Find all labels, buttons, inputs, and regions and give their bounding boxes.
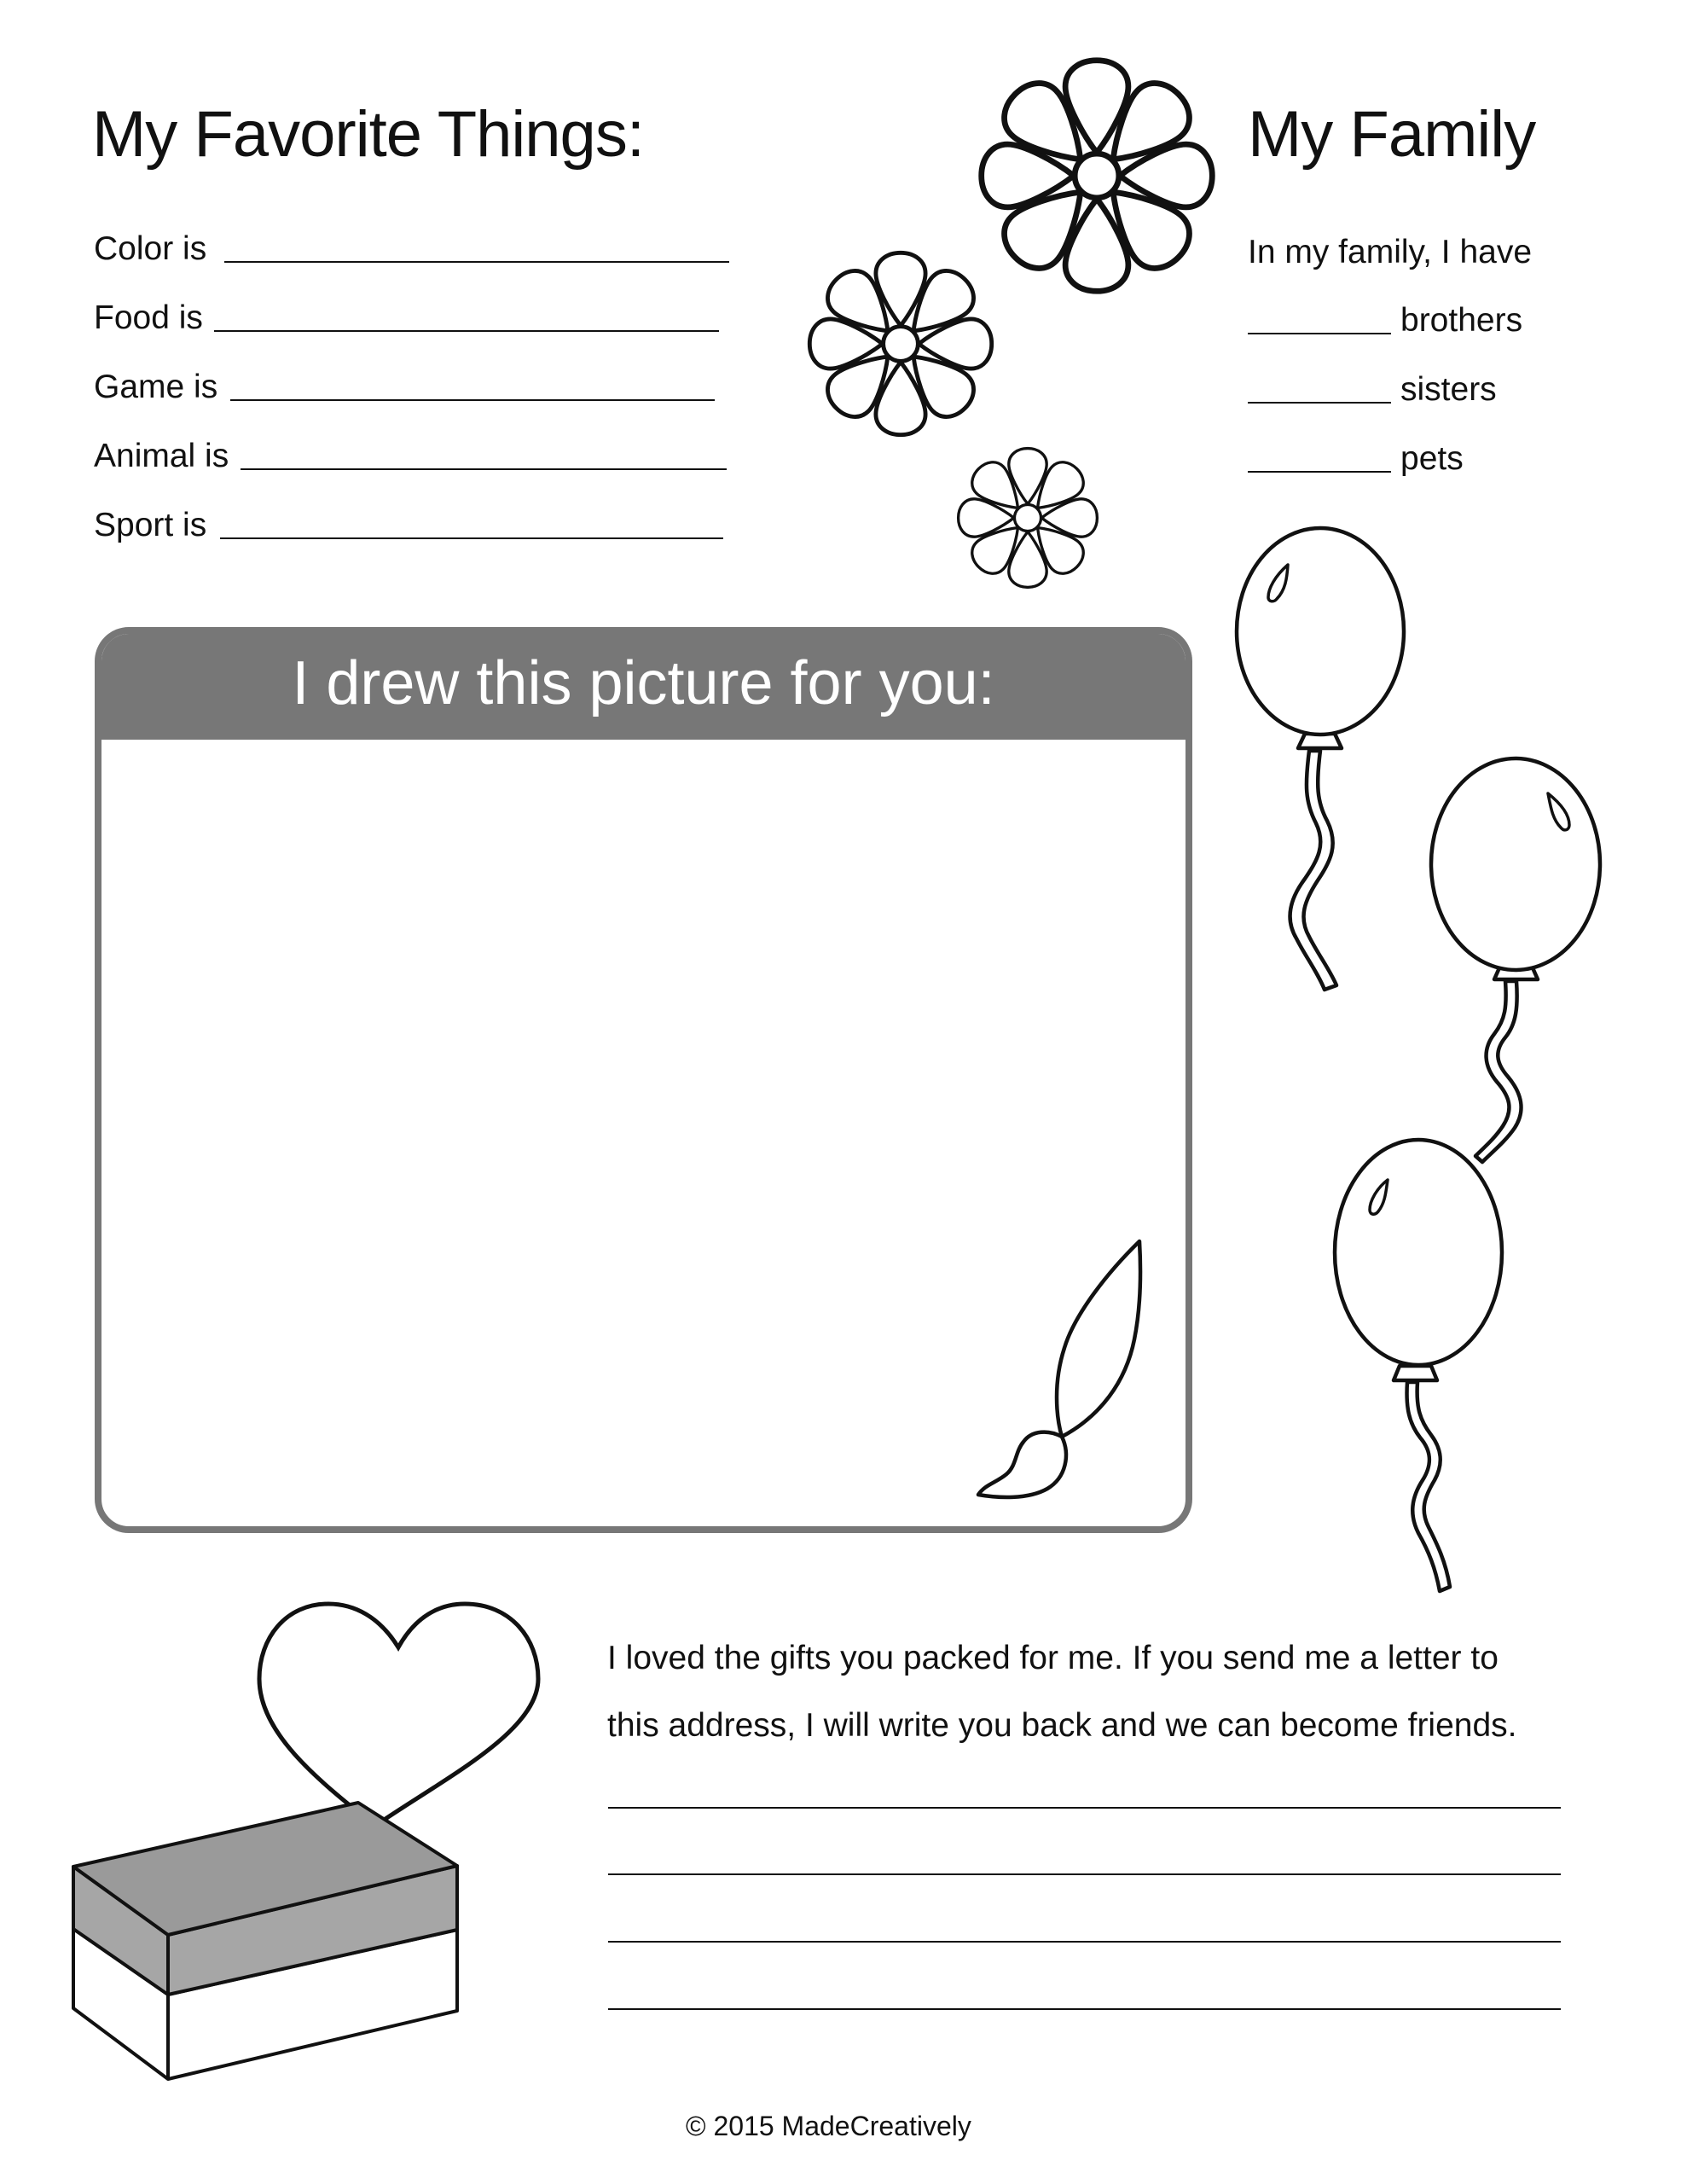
balloon-icon: [1237, 528, 1404, 990]
family-intro: In my family, I have: [1248, 234, 1533, 270]
copyright-footer: © 2015 MadeCreatively: [686, 2111, 971, 2141]
address-line-1[interactable]: [608, 1807, 1561, 1809]
paintbrush-icon: [978, 1241, 1140, 1497]
balloon-icon: [1335, 1140, 1502, 1591]
address-line-2[interactable]: [608, 1873, 1561, 1875]
sisters-label: sisters: [1400, 371, 1497, 408]
favorites-title: My Favorite Things:: [92, 98, 644, 171]
balloon-icon: [1431, 758, 1600, 1162]
favorite-sport-label: Sport is: [94, 507, 207, 543]
flower-icon: [809, 253, 991, 434]
heart-icon: [259, 1604, 538, 1826]
letter-line-1: I loved the gifts you packed for me. If you send me a letter to: [607, 1640, 1499, 1676]
drawing-title: I drew this picture for you:: [292, 649, 995, 717]
address-line-4[interactable]: [608, 2008, 1561, 2010]
family-title: My Family: [1248, 98, 1536, 171]
favorite-food-label: Food is: [94, 299, 203, 336]
favorite-color-label: Color is: [94, 230, 207, 267]
flower-icon: [959, 449, 1098, 588]
favorite-game-label: Game is: [94, 369, 218, 405]
pets-label: pets: [1400, 440, 1464, 477]
brothers-label: brothers: [1400, 302, 1523, 339]
address-line-3[interactable]: [608, 1941, 1561, 1943]
gift-box-icon: [73, 1803, 457, 2079]
favorite-animal-label: Animal is: [94, 438, 229, 474]
flower-icon: [982, 61, 1213, 292]
letter-line-2: this address, I will write you back and we can become friends.: [607, 1707, 1517, 1744]
